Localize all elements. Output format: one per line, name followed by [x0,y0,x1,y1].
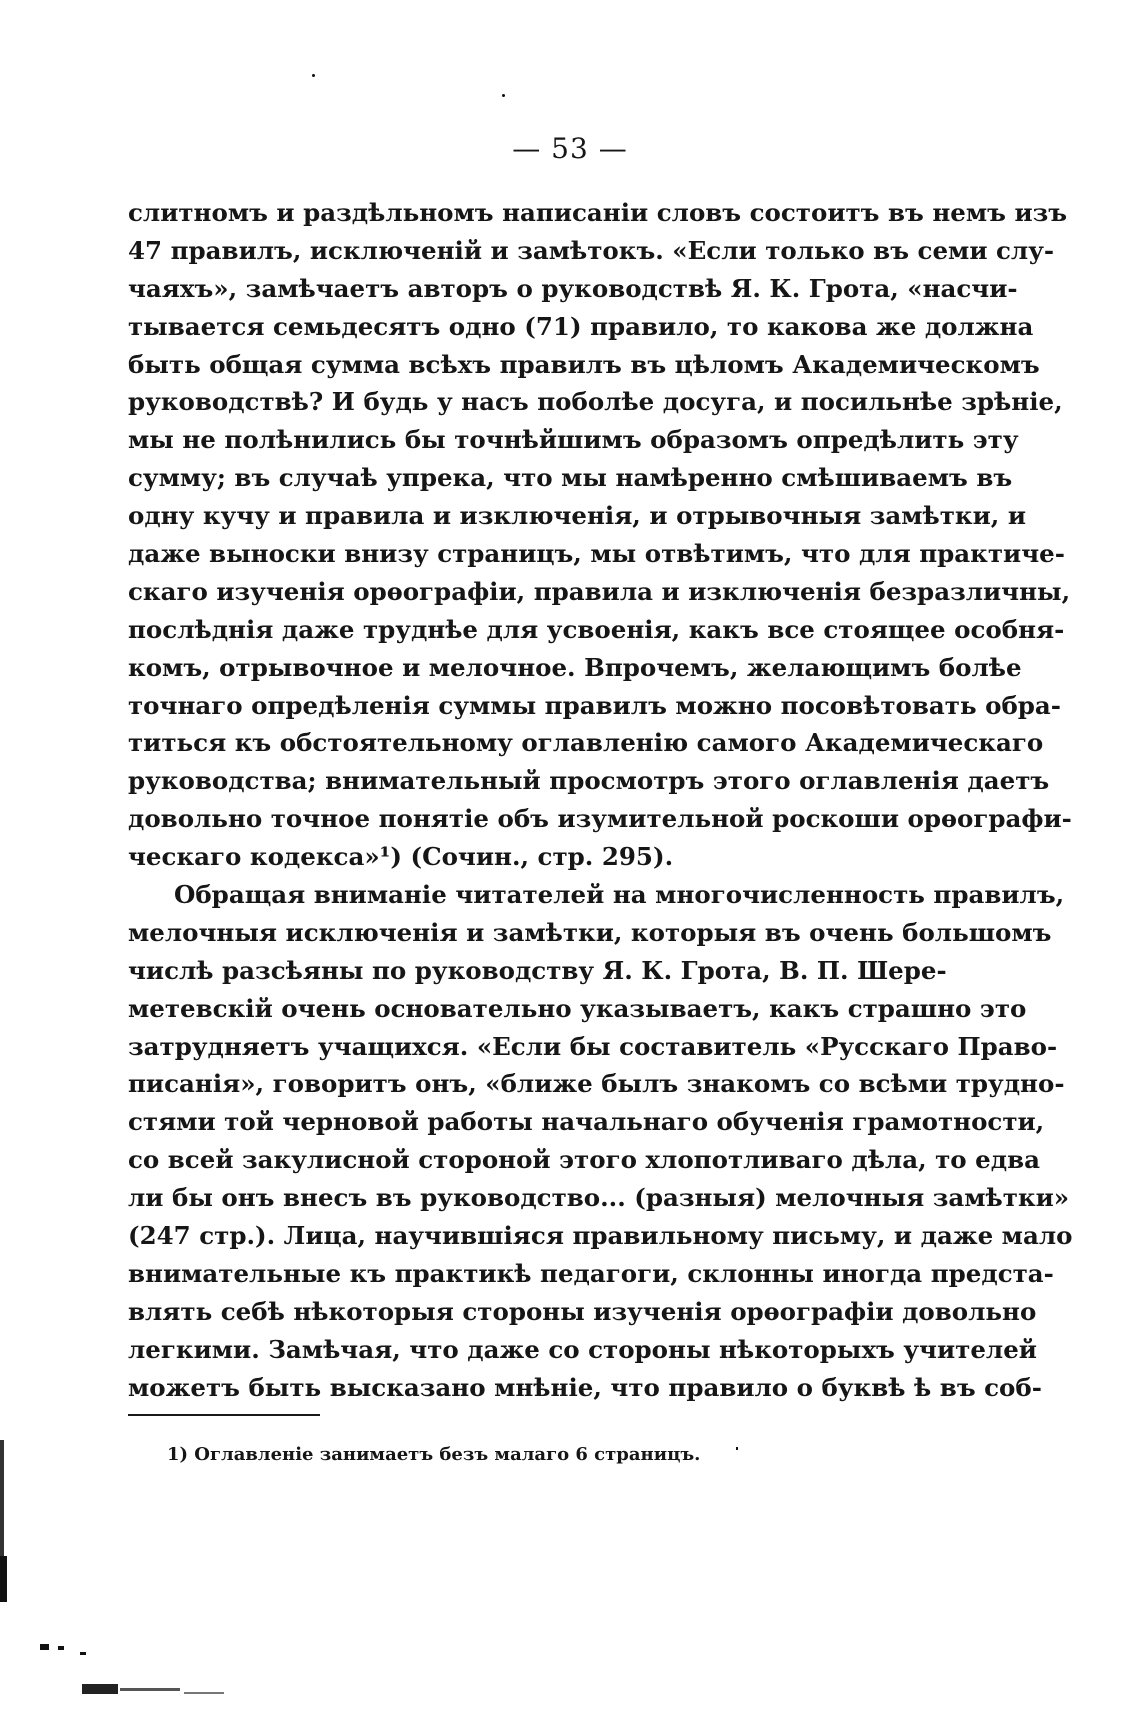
text-line: слитномъ и раздѣльномъ написаніи словъ состоитъ въ немъ изъ [128,198,1068,227]
text-line: мелочныя исключенія и замѣтки, которыя въ очень большомъ [128,917,1052,947]
text-line: послѣднія даже труднѣе для усвоенія, какъ все стоящее особня- [128,614,1065,644]
text-line: сумму; въ случаѣ упрека, что мы намѣренно смѣшиваемъ въ [128,463,1013,493]
text-line: чаяхъ», замѣчаетъ авторъ о руководствѣ Я. К. Грота, «насчи- [128,273,1018,303]
scan-artifact [0,1556,7,1602]
text-line: ли бы онъ внесъ въ руководство... (разныя) мелочныя замѣтки» [128,1183,1070,1213]
scan-artifact [80,1652,86,1655]
text-line: Обращая вниманіе читателей на многочисленность правилъ, [174,880,1065,910]
text-line: влять себѣ нѣкоторыя стороны изученія орѳографіи довольно [128,1296,1037,1326]
footnote: 1) Оглавленіе занимаетъ безъ малаго 6 страницъ. [167,1444,701,1465]
footnote-rule [128,1414,320,1416]
scan-artifact [58,1646,64,1650]
text-line: мы не полѣнились бы точнѣйшимъ образомъ опредѣлить эту [128,425,1019,455]
scan-artifact [120,1688,180,1691]
scan-artifact [0,1440,4,1570]
page-number: — 53 — [512,132,628,165]
text-line: скаго изученія орѳографіи, правила и изключенія безразличны, [128,576,1071,606]
text-line: руководства; внимательный просмотръ этого оглавленія даетъ [128,766,1050,796]
text-line: тывается семьдесятъ одно (71) правило, то какова же должна [128,311,1034,341]
main-text [128,194,1073,1407]
text-line: 47 правилъ, исключеній и замѣтокъ. «Если только въ семи слу- [128,235,1055,265]
text-line: точнаго опредѣленія суммы правилъ можно посовѣтовать обра- [128,690,1061,720]
text-line: даже выноски внизу страницъ, мы отвѣтимъ, что для практиче- [128,539,1065,569]
text-line: метевскій очень основательно указываетъ, какъ страшно это [128,993,1027,1023]
text-line: внимательные къ практикѣ педагоги, склонны иногда предста- [128,1258,1054,1288]
text-line: стями той черновой работы начальнаго обученія грамотности, [128,1107,1045,1137]
text-line: быть общая сумма всѣхъ правилъ въ цѣломъ Академическомъ [128,349,1040,379]
text-line: (247 стр.). Лица, научившіяся правильному письму, и даже мало [128,1221,1073,1251]
text-line: довольно точное понятіе объ изумительной роскоши орѳографи- [128,804,1072,834]
scan-artifact [82,1684,118,1694]
text-line: можетъ быть высказано мнѣніе, что правило о буквѣ ѣ въ соб- [128,1372,1042,1402]
text-line: легкими. Замѣчая, что даже со стороны нѣкоторыхъ учителей [128,1334,1037,1364]
text-line: писанія», говоритъ онъ, «ближе былъ знакомъ со всѣми трудно- [128,1069,1065,1099]
text-line: затрудняетъ учащихся. «Если бы составитель «Русскаго Право- [128,1031,1058,1061]
text-line: руководствѣ? И будь у насъ поболѣе досуга, и посильнѣе зрѣніе, [128,387,1063,417]
text-line: числѣ разсѣяны по руководству Я. К. Грота, В. П. Шере- [128,955,947,985]
text-line: со всей закулисной стороной этого хлопотливаго дѣла, то едва [128,1145,1040,1175]
scan-artifact [312,74,315,77]
text-line: одну кучу и правила и изключенія, и отрывочныя замѣтки, и [128,501,1026,531]
text-line: ческаго кодекса»¹) (Сочин., стр. 295). [128,842,674,872]
scan-artifact [40,1644,49,1650]
scan-artifact [736,1447,738,1450]
scan-artifact [502,94,505,97]
text-line: комъ, отрывочное и мелочное. Впрочемъ, желающимъ болѣе [128,652,1022,682]
text-line: титься къ обстоятельному оглавленію самого Академическаго [128,728,1044,758]
scan-artifact [184,1692,224,1694]
